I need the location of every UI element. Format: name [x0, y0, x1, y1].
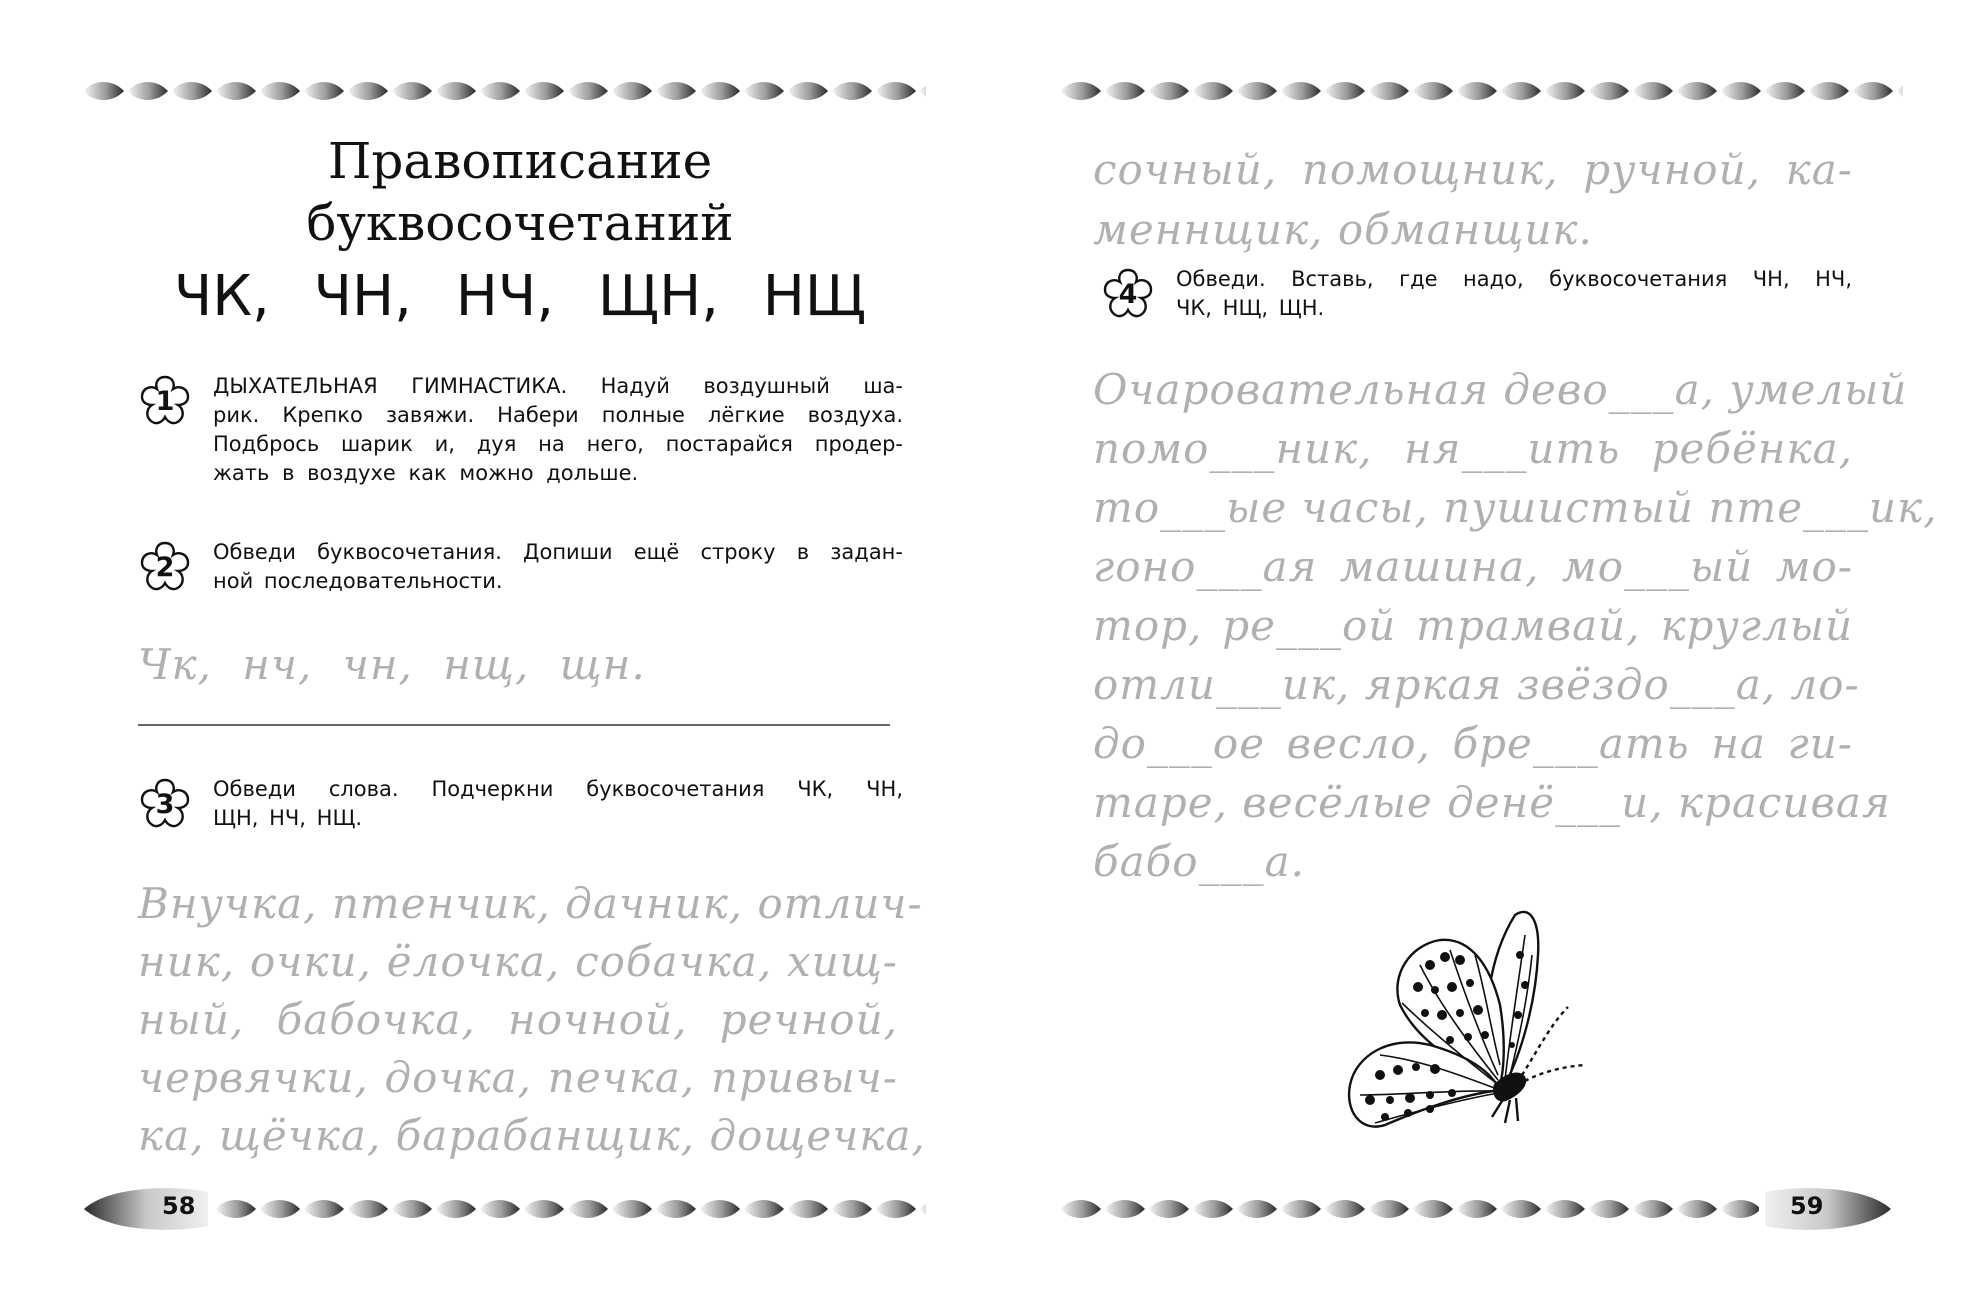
- writing-line[interactable]: [138, 724, 890, 726]
- continued-cursive-words: [1093, 140, 1853, 260]
- exercise-3-cursive-words: [138, 875, 926, 1165]
- text-line: Обведи. Вставь, где надо, буквосочетания ЧН, НЧ,: [1176, 267, 1852, 291]
- cursive-line: бабо___а.: [1093, 837, 1305, 886]
- title-line-2: буквосочетаний: [306, 194, 734, 252]
- exercise-number: 2: [155, 552, 175, 583]
- cursive-line: тор, ре___ой трамвай, круглый: [1093, 601, 1853, 650]
- flower-icon: [135, 372, 195, 432]
- cursive-line: сочный, помощник, ручной, ка-: [1093, 145, 1853, 194]
- text-line: Обведи слова. Подчеркни буквосочетания ЧК, ЧН,: [213, 777, 903, 801]
- page-number-cap: [1763, 1186, 1893, 1232]
- cursive-line: меннщик, обманщик.: [1093, 205, 1593, 254]
- exercise-2: [135, 538, 903, 618]
- text-line: ЩН, НЧ, НЩ.: [213, 806, 363, 830]
- bottom-border-ornament: [214, 1192, 926, 1226]
- exercise-number: 3: [155, 789, 175, 820]
- text-line: ДЫХАТЕЛЬНАЯ ГИМНАСТИКА. Надуй воздушный ша-: [213, 374, 903, 398]
- exercise-number: 1: [155, 386, 175, 417]
- title-letter-combinations: ЧК, ЧН, НЧ, ЩН, НЩ: [173, 264, 867, 329]
- exercise-4-cursive-sentences: [1093, 360, 1938, 891]
- text-line: рик. Крепко завяжи. Набери полные лёгкие воздуха.: [213, 403, 903, 427]
- exercise-number: 4: [1118, 279, 1138, 310]
- exercise-4: [1098, 265, 1858, 345]
- top-border-ornament: [1059, 74, 1903, 108]
- page-number: 59: [1790, 1192, 1824, 1220]
- cursive-line: до___ое весло, бре___ать на ги-: [1093, 719, 1853, 768]
- cursive-line: гоно___ая машина, мо___ый мо-: [1093, 542, 1853, 591]
- exercise-1-instructions: [213, 372, 903, 488]
- cursive-line: ник, очки, ёлочка, собачка, хищ-: [138, 937, 898, 986]
- text-line: жать в воздухе как можно дольше.: [213, 461, 639, 485]
- cursive-line: помо___ник, ня___ить ребёнка,: [1093, 424, 1853, 473]
- exercise-3: [135, 775, 903, 855]
- butterfly-icon: [1340, 895, 1600, 1150]
- exercise-1: [135, 372, 903, 512]
- cursive-line: ка, щёчка, барабанщик, дощечка,: [138, 1111, 926, 1160]
- page-number: 58: [162, 1192, 196, 1220]
- flower-icon: [1098, 265, 1158, 325]
- text-line: Подбрось шарик и, дуя на него, постарайся продер-: [213, 432, 903, 456]
- exercise-3-instructions: [213, 775, 903, 833]
- cursive-line: червячки, дочка, печка, привыч-: [138, 1053, 898, 1102]
- cursive-line: то___ые часы, пушистый пте___ик,: [1093, 483, 1938, 532]
- text-line: ной последовательности.: [213, 569, 503, 593]
- cursive-line: ный, бабочка, ночной, речной,: [138, 995, 898, 1044]
- flower-icon: [135, 775, 195, 835]
- exercise-2-instructions: [213, 538, 903, 596]
- text-line: Обведи буквосочетания. Допиши ещё строку в задан-: [213, 540, 903, 564]
- cursive-line: таре, весёлые денё___и, красивая: [1093, 778, 1891, 827]
- top-border-ornament: [82, 74, 926, 108]
- cursive-line: отли___ик, яркая звёздо___а, ло-: [1093, 660, 1860, 709]
- title-line-1: Правописание: [327, 132, 713, 190]
- cursive-line: Внучка, птенчик, дачник, отлич-: [138, 879, 923, 928]
- text-line: ЧК, НЩ, ЩН.: [1176, 296, 1325, 320]
- cursive-line: Очаровательная дево___а, умелый: [1093, 365, 1908, 414]
- page-title: [130, 130, 910, 334]
- exercise-4-instructions: [1176, 265, 1852, 323]
- flower-icon: [135, 538, 195, 598]
- bottom-border-ornament: [1059, 1192, 1759, 1226]
- exercise-2-cursive-sample: Чк, нч, чн, нщ, щн.: [138, 640, 646, 689]
